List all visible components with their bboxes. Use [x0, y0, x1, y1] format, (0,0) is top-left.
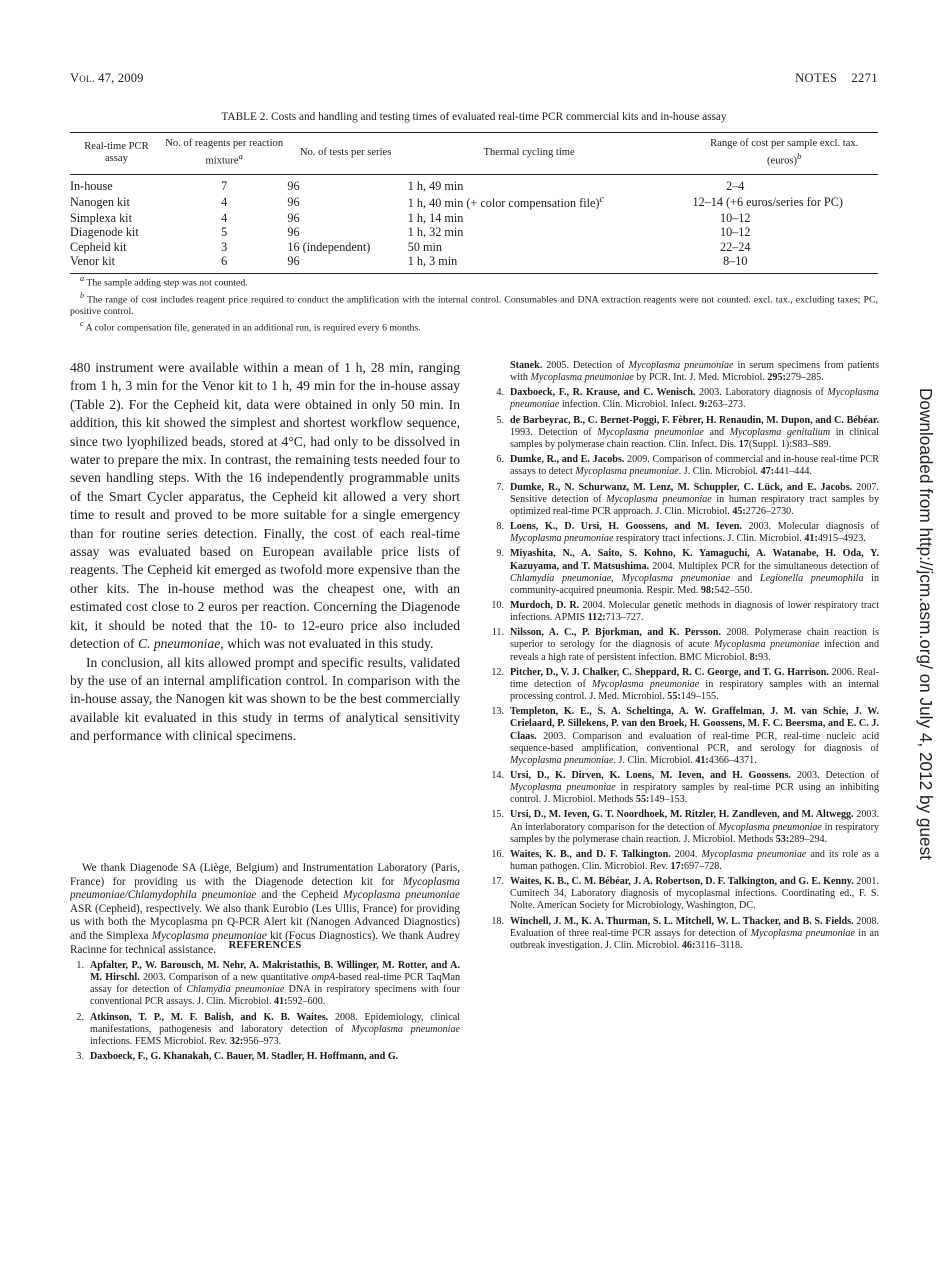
- reference-pages: 93.: [758, 651, 771, 663]
- running-header-volume: [70, 71, 144, 86]
- reference-pages: 2726–2730.: [745, 505, 794, 517]
- reference-pages: 697–728.: [684, 861, 722, 872]
- column-header: [691, 133, 879, 175]
- footnote-mark: c: [80, 319, 84, 329]
- reference-authors: Waites, K. B., and D. F. Talkington.: [510, 848, 671, 860]
- reference-number: 10.: [491, 600, 504, 611]
- reference-text: and: [703, 426, 730, 438]
- reference-text: 2003. Detection of: [790, 769, 879, 781]
- reference-text: 2003. Molecular diagnosis of: [741, 521, 879, 533]
- reference-number: 8.: [496, 521, 504, 533]
- reference-authors: Daxboeck, F., R. Krause, and C. Wenisch.: [510, 387, 696, 399]
- reference-volume: 55:: [635, 794, 650, 806]
- reference-pages: 289–294.: [789, 833, 828, 845]
- reference-pages: 3116–3118.: [695, 939, 743, 951]
- species-name: Mycoplasma pneumoniae: [592, 678, 700, 690]
- reference-entry: [490, 548, 879, 596]
- reference-text: infection and reveals a high rate of persistent infection. BMC Microbiol.: [510, 639, 880, 663]
- species-name: Mycoplasma pneumoniae: [510, 754, 614, 766]
- species-name: Mycoplasma pneumoniae: [510, 387, 879, 411]
- ack-text: kit (Focus Diagnostics). We thank Audrey Racinne for technical assistance.: [70, 929, 460, 956]
- download-notice-text: Downloaded from http://jcm.asm.org/ on July 4, 2012 by guest: [916, 388, 936, 860]
- table-cell: 96: [287, 178, 300, 193]
- table-cell: 7: [221, 178, 228, 193]
- table-cell: 22–24: [720, 239, 751, 254]
- reference-text: 2004. Molecular genetic methods in diagnosis of lower respiratory tract infections. APMIS: [510, 600, 879, 624]
- table-cell: 4: [221, 210, 228, 225]
- table-cell: In-house: [70, 178, 113, 193]
- reference-authors: Winchell, J. M., K. A. Thurman, S. L. Mitchell, W. L. Thacker, and B. S. Fields.: [510, 915, 854, 927]
- reference-list-left: [70, 960, 460, 1063]
- reference-text: DNA in respiratory specimens with four conventional PCR assays. J. Clin. Microbiol.: [90, 984, 460, 1008]
- references-heading: REFERENCES: [228, 940, 302, 951]
- reference-number: 9.: [496, 548, 504, 560]
- footnote-marker: a: [238, 151, 243, 161]
- reference-entry: [490, 482, 879, 518]
- column-header: [70, 133, 163, 175]
- reference-number: 1.: [76, 960, 84, 971]
- species-name: Mycoplasma pneumoniae: [597, 426, 704, 438]
- reference-text: 2003. Laboratory diagnosis of: [695, 387, 828, 399]
- species-name: Mycoplasma pneumoniae: [628, 360, 734, 371]
- footnote-mark: a: [80, 274, 85, 283]
- table-cell: 12–14 (+6 euros/series for PC): [692, 194, 843, 209]
- table-cell: 96: [287, 210, 300, 225]
- reference-text: in respiratory samples by real-time PCR using an inhibiting control. J. Microbiol. Methods: [510, 782, 879, 806]
- reference-text: infections. FEMS Microbiol. Rev.: [90, 1035, 230, 1047]
- reference-authors: Nilsson, A. C., P. Bjorkman, and K. Persson.: [510, 627, 721, 639]
- table-cell: 6: [163, 254, 286, 273]
- reference-text: respiratory tract infections. J. Clin. Microbiol.: [613, 533, 805, 545]
- table-row: [70, 211, 878, 226]
- table-row: [70, 193, 878, 211]
- reference-authors: Ursi, D., M. Ieven, G. T. Noordhoek, M. Ritzler, H. Zandleven, and M. Altwegg.: [510, 809, 854, 821]
- reference-pages: 713–727.: [605, 612, 644, 624]
- reference-number: 16.: [491, 848, 504, 860]
- section-name: NOTES: [795, 71, 838, 85]
- reference-volume: 41:: [804, 533, 818, 545]
- reference-text: 2006. Real-time detection of: [510, 666, 880, 690]
- reference-number: 18.: [491, 915, 504, 927]
- reference-volume: 112:: [587, 612, 606, 624]
- reference-volume: 41:: [695, 754, 709, 766]
- table-cell: 1 h, 3 min: [406, 254, 691, 273]
- reference-list-right: [490, 360, 879, 955]
- footnote: [70, 318, 878, 335]
- species-name: Legionella pneumophila: [759, 572, 864, 584]
- reference-pages: 441–444.: [774, 466, 812, 478]
- paragraph-text: , which was not evaluated in this study.: [220, 636, 434, 652]
- table-cell: 96: [285, 254, 405, 273]
- reference-text: 2008. Epidemiology, clinical manifestations, pathogenesis and laboratory detection of: [90, 1011, 460, 1035]
- reference-authors: Murdoch, D. R.: [510, 600, 580, 611]
- reference-number: 6.: [496, 454, 504, 466]
- table-row: [70, 174, 878, 193]
- reference-number: 2.: [76, 1011, 84, 1023]
- species-name: Mycoplasma genitalium: [729, 426, 831, 438]
- table-cell: Diagenode kit: [70, 225, 139, 240]
- column-header-text: No. of tests per series: [299, 146, 392, 158]
- reference-text: in serum specimens from patients with: [510, 360, 880, 384]
- paragraph-text: 480 instrument were available within a mean of 1 h, 28 min, ranging from 1 h, 3 min for the Venor kit to 1 h, 49 min for the in-house assay (Table 2). For the Cepheid kit, data were obtained in only 50 min. In addition, this kit showed the simplest and shortest workflow sequence, since two lyophilized beads, stored at 4°C, had only to be dissolved in water to prepare the mix. In contrast, the remaining tests needed four to seven handling steps. With the 16 independently programmable units of the Smart Cycler apparatus, the Cepheid kit allowed a very short time to result and proved to be more suitable for a single emergency than for routine series detection. Finally, the cost of each real-time assay was evaluated based on European available price lists of reagents. The Cepheid kit emerged as twofold more expensive than the other kits. The in-house method was the cheapest one, with an estimated cost close to 2 euros per reaction. Concerning the Diagenode kit, it should be noted that the 10- to 12-euro price also included detection of: [70, 360, 460, 652]
- table-cell: 96: [287, 194, 300, 209]
- table-cell: 50 min: [407, 239, 442, 254]
- table-cell: 3: [221, 239, 228, 254]
- reference-entry: [490, 360, 879, 384]
- reference-number: 15.: [491, 809, 504, 821]
- reference-volume: 41:: [273, 996, 288, 1008]
- reference-text: 2003. Comparison of a new quantitative: [139, 972, 312, 984]
- reference-authors: Atkinson, T. P., M. F. Balish, and K. B. Waites.: [90, 1011, 329, 1023]
- volume-text: Vol. 47, 2009: [70, 71, 144, 85]
- reference-volume: 46:: [681, 939, 696, 951]
- reference-volume: 17:: [670, 861, 685, 872]
- table-row: [70, 225, 878, 240]
- reference-entry: [70, 1051, 460, 1063]
- reference-authors: de Barbeyrac, B., C. Bernet-Poggi, F. Fèbrer, H. Renaudin, M. Dupon, and C. Bébéar.: [510, 414, 879, 426]
- table-cell: 16 (independent): [287, 239, 371, 254]
- ack-text: ASR (Cepheid), respectively. We also thank Eurobio (Les Ullis, France) for providing us with both the Mycoplasma pn Q-PCR Alert kit (Nanogen Advanced Diagnostics) and the Simplexa: [70, 902, 460, 942]
- ack-text: We thank Diagenode SA (Liège, Belgium) and Instrumentation Laboratory (Paris, France) for providing us with the Diagenode detection kit for: [70, 862, 460, 888]
- reference-number: 5.: [496, 414, 504, 426]
- reference-number: 14.: [491, 769, 504, 781]
- reference-number: 12.: [491, 666, 504, 678]
- species-name: Chlamydia pneumoniae: [510, 572, 612, 584]
- column-header-text: Real-time PCR assay: [84, 140, 149, 164]
- table-cell: 1 h, 40 min (+ color compensation file)$^c$: [407, 194, 604, 211]
- reference-text: . J. Clin. Microbiol.: [678, 466, 761, 478]
- reference-text: infection. Clin. Microbiol. Infect.: [559, 399, 700, 411]
- ack-text: and the Cepheid: [256, 889, 344, 902]
- table-cell: Venor kit: [70, 254, 163, 273]
- reference-entry: [70, 1012, 460, 1048]
- reference-authors: Pitcher, D., V. J. Chalker, C. Sheppard, R. C. George, and T. G. Harrison.: [510, 666, 829, 678]
- footnote-text: The sample adding step was not counted.: [86, 277, 248, 289]
- species-name: Mycoplasma pneumoniae: [621, 572, 731, 584]
- species-name: Mycoplasma pneumoniae: [750, 927, 855, 939]
- reference-volume: 8:: [749, 651, 759, 663]
- table-cell: 1 h, 32 min: [407, 225, 464, 240]
- footnote-text: A color compensation file, generated in an additional run, is required every 6 months.: [85, 322, 421, 334]
- reference-text: in an outbreak investigation. J. Clin. Microbiol.: [510, 927, 879, 951]
- reference-number: 17.: [491, 876, 504, 888]
- reference-entry: [490, 454, 879, 478]
- reference-pages: 592–600.: [287, 996, 326, 1008]
- reference-entry: [490, 667, 879, 703]
- reference-pages: (Suppl. 1):S83–S89.: [748, 438, 831, 450]
- reference-text: -based real-time PCR TaqMan assay for detection of: [90, 972, 460, 996]
- reference-entry: [490, 916, 879, 952]
- reference-number: 4.: [496, 387, 504, 399]
- reference-text: 1993. Detection of: [510, 426, 598, 438]
- table-footnotes: [70, 273, 878, 335]
- species-name: Mycoplasma pneumoniae: [510, 533, 614, 545]
- reference-entry: [490, 600, 879, 624]
- reference-text: 2007. Sensitive detection of: [510, 481, 880, 505]
- body-paragraph: In conclusion, all kits allowed prompt and specific results, validated by the use of an internal amplification control. In comparison with the in-house assay, the Nanogen kit was shown to be the best commercially available kit evaluated in this study in terms of analytical sensitivity and performance with clinical specimens.: [70, 654, 460, 744]
- download-watermark-svg: [914, 0, 938, 1272]
- reference-entry: [490, 521, 879, 545]
- reference-authors: Daxboeck, F., G. Khanakah, C. Bauer, M. Stadler, H. Hoffmann, and G.: [90, 1051, 399, 1063]
- reference-pages: 149–155.: [680, 691, 719, 703]
- reference-text: in community-acquired pneumonia. Respir. Med.: [510, 572, 880, 596]
- reference-text: 2003. Comparison and evaluation of real-time PCR, real-time nucleic acid sequence-based amplification, conventional PCR, and serology for diagnosis of: [510, 730, 879, 754]
- reference-number: 7.: [496, 481, 504, 493]
- footnote-marker: c: [599, 194, 604, 206]
- reference-number: 13.: [491, 706, 504, 718]
- species-name: Mycoplasma pneumoniae: [718, 821, 822, 833]
- column-header: [285, 133, 405, 175]
- reference-entry: [490, 809, 879, 845]
- table-cell: 10–12: [720, 210, 751, 225]
- table-cell: 4: [221, 194, 228, 209]
- reference-volume: 32:: [229, 1035, 244, 1047]
- species-name: Mycoplasma pneumoniae/Chlamydophila pneumoniae: [70, 875, 460, 902]
- species-name: Mycoplasma pneumoniae: [351, 1023, 460, 1035]
- reference-entry: [490, 849, 879, 873]
- species-name: Mycoplasma pneumoniae: [606, 493, 712, 505]
- reference-pages: 542–550.: [714, 584, 753, 596]
- species-name: Chlamydia pneumoniae: [186, 984, 285, 996]
- reference-volume: 98:: [700, 584, 715, 596]
- reference-number: 3.: [76, 1051, 84, 1063]
- table-row: [70, 254, 878, 273]
- reference-pages: 4915–4923.: [817, 533, 866, 545]
- footnote: [70, 290, 878, 319]
- column-header-text: No. of reagents per reaction mixture: [165, 138, 284, 167]
- footnote-text: The range of cost includes reagent price required to conduct the amplification with the internal control. Consumables and DNA extraction reagents were not counted. excl. tax., excluding taxes; PC, positive control.: [70, 293, 878, 318]
- species-name: Mycoplasma pneumoniae: [343, 889, 460, 902]
- reference-text: 2008. Evaluation of three real-time PCR assays for detection of: [510, 915, 880, 939]
- species-name: Mycoplasma pneumoniae: [510, 782, 616, 794]
- reference-text: 2009. Comparison of commercial and in-house real-time PCR assays to detect: [510, 454, 879, 478]
- reference-volume: 17: [738, 438, 749, 450]
- reference-number: 11.: [491, 627, 504, 639]
- reference-text: in clinical samples by polymerase chain reaction. Clin. Infect. Dis.: [510, 426, 879, 450]
- species-name: Mycoplasma pneumoniae: [701, 848, 807, 860]
- species-name: ompA: [311, 972, 336, 984]
- reference-pages: 149–153.: [649, 794, 688, 806]
- table-cell: 2–4: [726, 178, 745, 193]
- reference-text: by PCR. Int. J. Med. Microbiol.: [633, 372, 768, 384]
- reference-authors: Ursi, D., K. Dirven, K. Loens, M. Ieven, and H. Goossens.: [510, 769, 791, 781]
- table-cell: 1 h, 14 min: [407, 210, 464, 225]
- footnote: [70, 273, 878, 290]
- reference-authors: Templeton, K. E., S. A. Scheltinga, A. W. Graffelman, J. M. van Schie, J. W. Crielaard, P. Sillekens, P. van den Broek, H. Goossens, M. F. C. Beersma, and E. C. J. Claas.: [510, 706, 879, 742]
- species-name: Mycoplasma pneumoniae: [151, 929, 267, 942]
- species-name: Mycoplasma pneumoniae: [575, 466, 679, 478]
- reference-volume: 55:: [667, 691, 681, 703]
- column-header-text: Thermal cycling time: [483, 146, 575, 158]
- page-number: 2271: [851, 71, 878, 85]
- reference-text: 2003. An interlaboratory comparison for the detection of: [510, 809, 880, 833]
- download-watermark: [914, 0, 938, 1272]
- reference-entry: [70, 960, 460, 1008]
- reference-text: 2005. Detection of: [542, 360, 629, 371]
- reference-entry: [490, 627, 879, 663]
- reference-text: 2004.: [670, 848, 702, 860]
- table-cell: 5: [221, 225, 228, 240]
- species-name: Mycoplasma pneumoniae: [530, 372, 634, 384]
- reference-text: 2004. Multiplex PCR for the simultaneous detection of: [649, 560, 879, 572]
- reference-authors: Dumke, R., and E. Jacobs.: [510, 454, 625, 466]
- reference-text: ,: [611, 572, 622, 584]
- reference-volume: 295:: [767, 372, 786, 384]
- reference-text: and: [730, 572, 760, 584]
- column-header: [163, 133, 286, 175]
- table-header-row: [70, 133, 878, 175]
- column-header-text: Range of cost per sample excl. tax. (euros): [710, 138, 859, 167]
- table-cell: Simplexa kit: [70, 210, 132, 225]
- footnote-mark: b: [80, 290, 85, 300]
- table-cell: 1 h, 49 min: [407, 178, 464, 193]
- reference-authors: Loens, K., D. Ursi, H. Goossens, and M. Ieven.: [510, 521, 742, 533]
- table-cell: Nanogen kit: [70, 194, 130, 209]
- body-text-column: [70, 359, 460, 746]
- reference-entry: [490, 876, 879, 912]
- reference-volume: 9:: [699, 399, 708, 411]
- running-header-right: [781, 71, 878, 86]
- reference-entry: [490, 706, 879, 766]
- reference-pages: 4366–4371.: [708, 754, 757, 766]
- species-name: Mycoplasma pneumoniae: [714, 639, 820, 651]
- reference-text: . J. Clin. Microbiol.: [613, 754, 696, 766]
- species-name: C. pneumoniae: [137, 636, 221, 652]
- costs-table: [70, 132, 878, 274]
- table-cell: 10–12: [720, 225, 751, 240]
- reference-authors: Stanek.: [510, 360, 543, 371]
- reference-text: 2001. Cumitech 34, Laboratory diagnosis of mycoplasmal infections. Coordinating ed., F. S. Nolte. American Society for Microbiology, Washington, DC.: [510, 876, 879, 912]
- reference-text: in respiratory samples by the polymerase chain reaction. J. Microbiol. Methods: [510, 821, 880, 845]
- reference-entry: [490, 415, 879, 451]
- reference-text: in human respiratory tract samples by optimized real-time PCR approach. J. Clin. Microbiol.: [510, 493, 880, 517]
- reference-text: in respiratory samples with an internal processing control. J. Med. Microbiol.: [510, 678, 879, 703]
- reference-authors: Dumke, R., N. Schurwanz, M. Lenz, M. Schuppler, C. Lück, and E. Jacobs.: [510, 481, 853, 493]
- table-cell: 8–10: [691, 254, 879, 273]
- table-row: [70, 240, 878, 255]
- reference-entry: [490, 387, 879, 411]
- reference-pages: 279–285.: [785, 372, 824, 384]
- reference-authors: Waites, K. B., C. M. Bébéar, J. A. Robertson, D. F. Talkington, and G. E. Kenny.: [510, 876, 854, 888]
- reference-pages: 956–973.: [243, 1035, 282, 1047]
- reference-volume: 45:: [732, 505, 746, 517]
- column-header: [406, 133, 691, 175]
- reference-entry: [490, 770, 879, 806]
- table-caption: TABLE 2. Costs and handling and testing times of evaluated real-time PCR commercial kits and in-house assay: [221, 111, 727, 123]
- reference-authors: Apfalter, P., W. Barousch, M. Nehr, A. Makristathis, B. Willinger, M. Rotter, and A. M. Hirschl.: [90, 960, 460, 984]
- footnote-marker: b: [797, 151, 802, 161]
- body-paragraph: [70, 359, 460, 654]
- reference-pages: 263–273.: [707, 399, 746, 411]
- reference-volume: 53:: [775, 833, 790, 845]
- reference-text: and its role as a human pathogen. Clin. Microbiol. Rev.: [510, 848, 879, 872]
- reference-volume: 47:: [760, 466, 775, 478]
- table-cell: Cepheid kit: [70, 239, 127, 254]
- reference-text: 2008. Polymerase chain reaction is superior to serology for the diagnosis of acute: [510, 627, 879, 651]
- table-cell: 96: [287, 225, 300, 240]
- reference-authors: Miyashita, N., A. Saito, S. Kohno, K. Yamaguchi, A. Watanabe, H. Oda, Y. Kazuyama, and T. Matsushima.: [510, 548, 879, 572]
